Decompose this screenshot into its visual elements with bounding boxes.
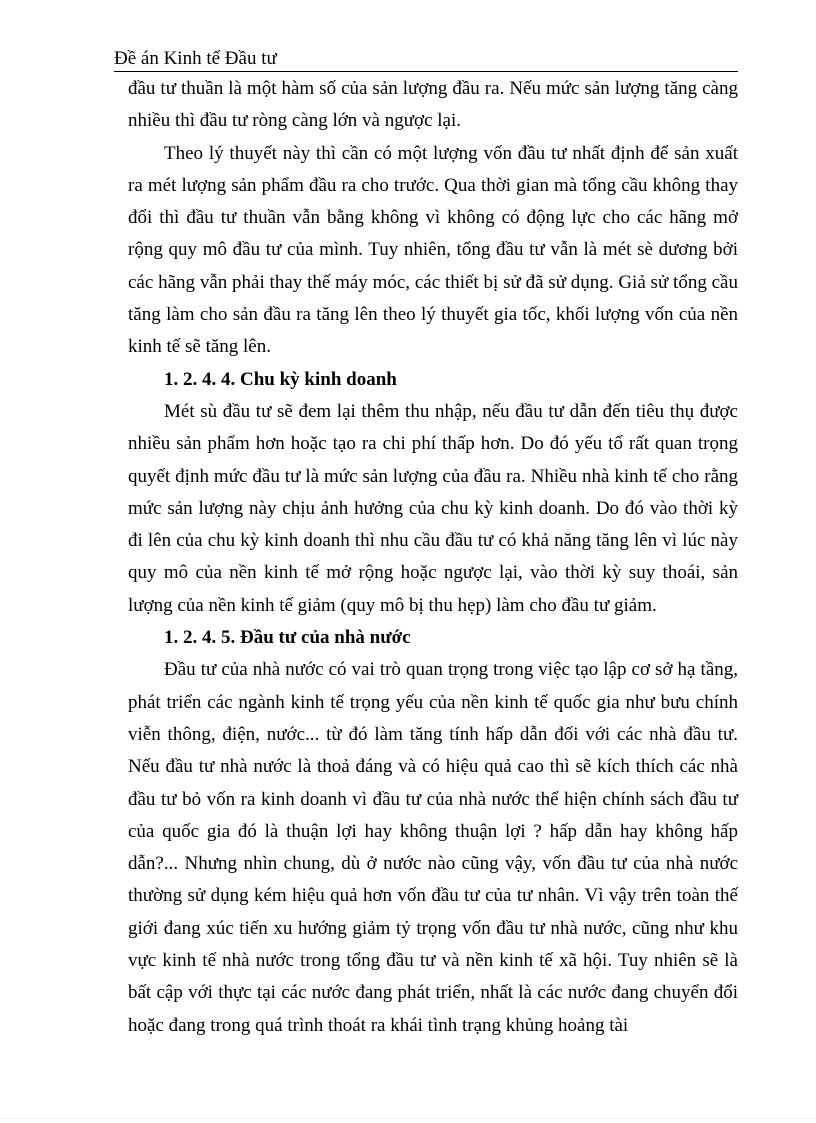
paragraph-continuation: đầu tư thuần là một hàm số của sản lượng đầu ra. Nếu mức sản lượng tăng càng nhiều thì đầu tư ròng càng lớn và ngược lại.: [128, 78, 738, 132]
paragraph-theory: Theo lý thuyết này thì cần có một lượng vốn đầu tư nhất định để sản xuất ra mét lượng sản phẩm đầu ra cho trước. Qua thời gian mà tổng cầu không thay đổi thì đầu tư thuần vẫn bằng không vì không có động lực cho các hãng mở rộng quy mô đầu tư của mình. Tuy nhiên, tổng đầu tư vẫn là mét sè dương bởi các hãng vẫn phải thay thế máy móc, các thiết bị sử đã sử dụng. Giả sử tổng cầu tăng làm cho sản đầu ra tăng lên theo lý thuyết gia tốc, khối lượng vốn của nền kinh tế sẽ tăng lên.: [128, 142, 738, 358]
paragraph-business-cycle: Mét sù đầu tư sẽ đem lại thêm thu nhập, nếu đầu tư dẫn đến tiêu thụ được nhiều sản phẩm hơn hoặc tạo ra chi phí thấp hơn. Do đó yếu tố rất quan trọng quyết định mức đầu tư là mức sản lượng của đầu ra. Nhiều nhà kinh tế cho rằng mức sản lượng này chịu ảnh hưởng của chu kỳ kinh doanh. Do đó vào thời kỳ đi lên của chu kỳ kinh doanh thì nhu cầu đầu tư có khả năng tăng lên vì lúc này quy mô của nền kinh tế mở rộng hoặc ngược lại, vào thời kỳ suy thoái, sản lượng của nền kinh tế giảm (quy mô bị thu hẹp) làm cho đầu tư giảm.: [128, 400, 738, 616]
paragraph-state-investment: Đầu tư của nhà nước có vai trò quan trọng trong việc tạo lập cơ sở hạ tầng, phát triển các ngành kinh tế trọng yếu của nền kinh tế quốc gia như bưu chính viễn thông, điện, nước... từ đó làm tăng tính hấp dẫn đối với các nhà đầu tư. Nếu đầu tư nhà nước là thoả đáng và có hiệu quả cao thì sẽ kích thích các nhà đầu tư bỏ vốn ra kinh doanh vì đầu tư của nhà nước thể hiện chính sách đầu tư của quốc gia đó là thuận lợi hay không thuận lợi ? hấp dẫn hay không hấp dẫn?... Nhưng nhìn chung, dù ở nước nào cũng vậy, vốn đầu tư của nhà nước thường sử dụng kém hiệu quả hơn vốn đầu tư của tư nhân. Vì vậy trên toàn thế giới đang xúc tiến xu hướng giảm tỷ trọng vốn đầu tư nhà nước, cũng như khu vực kinh tế nhà nước trong tổng đầu tư và nền kinh tế xã hội. Tuy nhiên sẽ là bất cập với thực tại các nước đang phát triển, nhất là các nước đang chuyển đổi hoặc đang trong quá trình thoát ra khái tình trạng khủng hoảng tài: [128, 659, 738, 1036]
section-heading-state-investment: 1. 2. 4. 5. Đầu tư của nhà nước: [164, 627, 411, 649]
document-body: [128, 73, 738, 1042]
header-title: Đề án Kinh tế Đầu tư: [114, 48, 277, 69]
page-bottom-edge: [0, 1118, 816, 1119]
page-header: [114, 47, 738, 72]
section-heading-business-cycle: 1. 2. 4. 4. Chu kỳ kinh doanh: [164, 368, 397, 390]
